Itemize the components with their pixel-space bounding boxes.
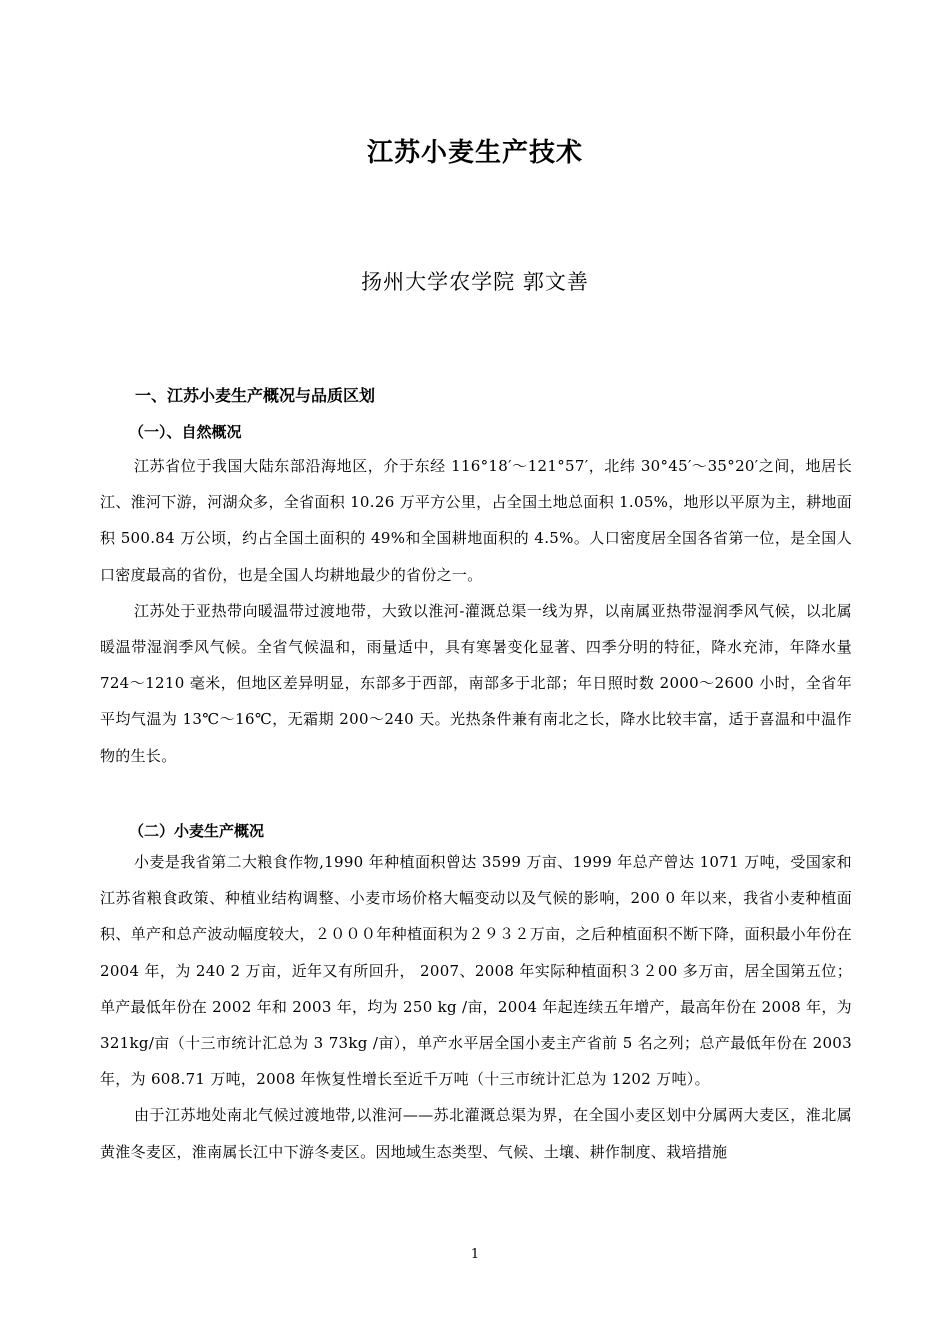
- document-author: 扬州大学农学院 郭文善: [361, 270, 589, 294]
- paragraph: 江苏省位于我国大陆东部沿海地区，介于东经 116°18′～121°57′，北纬 30°45′～35°20′之间，地居长江、淮河下游，河湖众多，全省面积 10.26 万平方公里，占全国土地总面积 1.05%，地形以平原为主，耕地面积 500.84 万公顷，约占全国土面积的 49%和全国耕地面积的 4.5%。人口密度居全国各省第一位，是全国人口密度最高的省份，也是全国人均耕地最少的省份之一。: [100, 457, 852, 584]
- paragraph: 由于江苏地处南北气候过渡地带,以淮河——苏北灌溉总渠为界，在全国小麦区划中分属两大麦区，淮北属黄淮冬麦区，淮南属长江中下游冬麦区。因地域生态类型、气候、土壤、耕作制度、栽培措施: [100, 1106, 852, 1161]
- section-natural-body: [100, 448, 852, 774]
- section-heading: 一、江苏小麦生产概况与品质区划: [135, 386, 376, 405]
- section-production-body: [100, 844, 852, 1170]
- subsection-heading-natural: （一）、自然概况: [129, 423, 242, 441]
- paragraph: 江苏处于亚热带向暖温带过渡地带，大致以淮河-灌溉总渠一线为界，以南属亚热带湿润季风气候，以北属暖温带湿润季风气候。全省气候温和，雨量适中，具有寒暑变化显著、四季分明的特征，降水充沛，年降水量 724～1210 毫米，但地区差异明显，东部多于西部，南部多于北部；年日照时数 2000～2600 小时，全省年平均气温为 13℃～16℃，无霜期 200～240 天。光热条件兼有南北之长，降水比较丰富，适于喜温和中温作物的生长。: [100, 601, 852, 765]
- paragraph: 小麦是我省第二大粮食作物,1990 年种植面积曾达 3599 万亩、1999 年总产曾达 1071 万吨，受国家和江苏省粮食政策、种植业结构调整、小麦市场价格大幅变动以及气候的影响，200 0 年以来，我省小麦种植面积、单产和总产波动幅度较大，２０００年种植面积为２９３２万亩，之后种植面积不断下降，面积最小年份在 2004 年，为 240 2 万亩，近年又有所回升， 2007、2008 年实际种植面积３２00 多万亩，居全国第五位；单产最低年份在 2002 年和 2003 年，均为 250 kg /亩，2004 年起连续五年增产，最高年份在 2008 年，为 321kg/亩（十三市统计汇总为 3 73kg /亩），单产水平居全国小麦主产省前 5 名之列；总产最低年份在 2003 年，为 608.71 万吨，2008 年恢复性增长至近千万吨（十三市统计汇总为 1202 万吨）。: [100, 853, 852, 1089]
- page-number: 1: [470, 1247, 480, 1262]
- subsection-heading-production: （二）小麦生产概况: [129, 822, 265, 840]
- document-title: 江苏小麦生产技术: [366, 138, 583, 168]
